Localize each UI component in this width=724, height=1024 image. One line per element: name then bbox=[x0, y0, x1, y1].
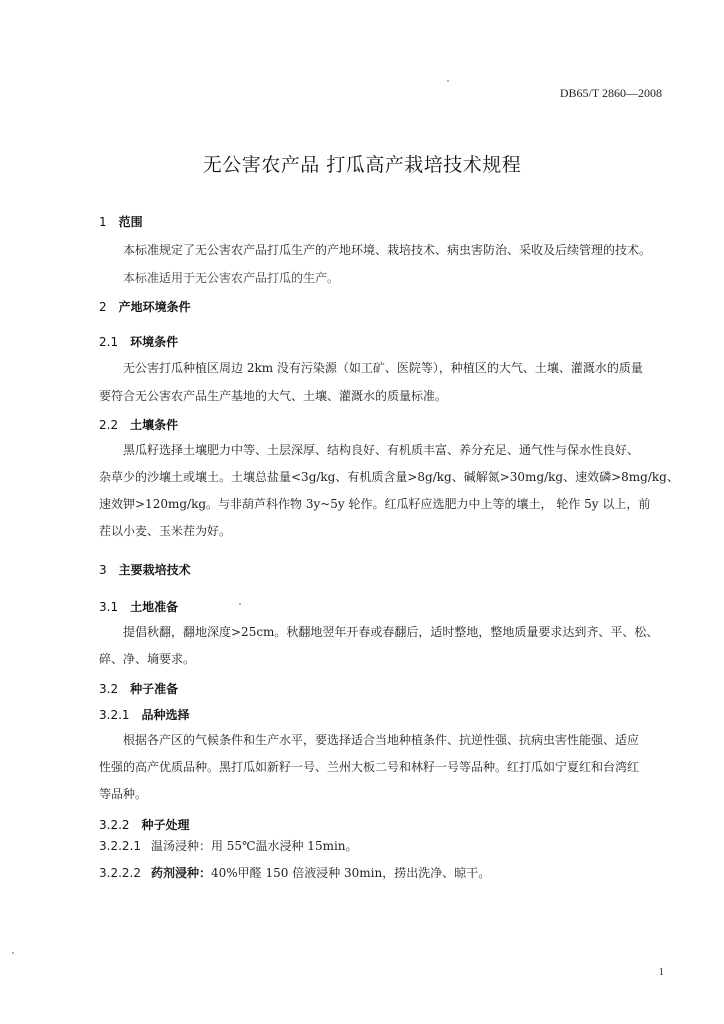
paragraph-line: 提倡秋翻，翻地深度>25cm。秋翻地翌年开春或春翻后，适时整地，整地质量要求达到齐、平、松、 bbox=[123, 625, 659, 639]
clause-text: 40%甲醛 150 倍液浸种 30min，捞出洗净、晾干。 bbox=[211, 866, 491, 880]
section-1-heading bbox=[99, 213, 143, 230]
section-number: 3.2 bbox=[99, 682, 119, 696]
paragraph-line: 杂草少的沙壤土或壤土。土壤总盐量<3g/kg、有机质含量>8g/kg、碱解氮>30mg/kg、速效磷>8mg/kg、 bbox=[99, 470, 679, 484]
clause-3-2-2-2 bbox=[99, 859, 662, 887]
section-title: 主要栽培技术 bbox=[118, 563, 191, 577]
paragraph-line: 性强的高产优质品种。黑打瓜如新籽一号、兰州大板二号和林籽一号等品种。红打瓜如宁夏红和台湾红 bbox=[99, 760, 640, 774]
section-number: 2.2 bbox=[99, 418, 119, 432]
clause-text: 温汤浸种：用 55℃温水浸种 15min。 bbox=[150, 839, 358, 853]
clause-number: 3.2.2.1 bbox=[99, 839, 141, 853]
section-title: 土地准备 bbox=[130, 600, 179, 614]
clause-label: 药剂浸种： bbox=[150, 866, 211, 880]
section-3-2-heading bbox=[99, 680, 178, 697]
section-title: 种子处理 bbox=[141, 818, 190, 832]
paragraph-line: 要符合无公害农产品生产基地的大气、土壤、灌溉水的质量标准。 bbox=[99, 389, 448, 403]
clause-number: 3.2.2.2 bbox=[99, 866, 141, 880]
paragraph: 本标准规定了无公害农产品打瓜生产的产地环境、栽培技术、病虫害防治、采收及后续管理的技术。 bbox=[123, 243, 652, 257]
scan-speck bbox=[239, 603, 241, 605]
paragraph-line: 碎、净、墒要求。 bbox=[99, 652, 196, 666]
clause-3-2-2-1 bbox=[99, 832, 662, 860]
section-number: 1 bbox=[99, 215, 107, 229]
standard-code: DB65/T 2860—2008 bbox=[559, 86, 662, 100]
paragraph-line: 无公害打瓜种植区周边 2km 没有污染源（如工矿、医院等），种植区的大气、土壤、灌溉水的质量 bbox=[123, 361, 643, 375]
section-title: 环境条件 bbox=[130, 335, 179, 349]
section-2-1-heading bbox=[99, 333, 178, 350]
paragraph: 本标准适用于无公害农产品打瓜的生产。 bbox=[123, 271, 340, 285]
section-number: 2 bbox=[99, 300, 107, 314]
paragraph-line: 茬以小麦、玉米茬为好。 bbox=[99, 524, 232, 538]
section-title: 范围 bbox=[118, 215, 143, 229]
section-number: 3 bbox=[99, 563, 107, 577]
section-3-1-heading bbox=[99, 598, 178, 615]
scan-speck bbox=[447, 80, 449, 82]
section-3-heading bbox=[99, 561, 191, 578]
paragraph-line: 根据各产区的气候条件和生产水平，要选择适合当地种植条件、抗逆性强、抗病虫害性能强、适应 bbox=[123, 733, 640, 747]
section-title: 产地环境条件 bbox=[118, 300, 191, 314]
section-title: 土壤条件 bbox=[130, 418, 179, 432]
section-3-2-1-heading bbox=[99, 706, 190, 723]
section-2-2-heading bbox=[99, 416, 178, 433]
section-number: 2.1 bbox=[99, 335, 119, 349]
paragraph-line: 黑瓜籽选择土壤肥力中等、土层深厚、结构良好、有机质丰富、养分充足、通气性与保水性良好、 bbox=[123, 443, 640, 457]
section-number: 3.1 bbox=[99, 600, 119, 614]
section-3-2-2-heading bbox=[99, 816, 190, 833]
document-title: 无公害农产品 打瓜高产栽培技术规程 bbox=[202, 154, 522, 176]
section-title: 品种选择 bbox=[141, 708, 190, 722]
section-number: 3.2.2 bbox=[99, 818, 130, 832]
paragraph-line: 速效钾>120mg/kg。与非葫芦科作物 3y~5y 轮作。红瓜籽应选肥力中上等的壤土， 轮作 5y 以上，前 bbox=[99, 497, 651, 511]
section-title: 种子准备 bbox=[130, 682, 179, 696]
scan-speck bbox=[12, 952, 14, 954]
section-2-heading bbox=[99, 298, 191, 315]
page-number: 1 bbox=[658, 966, 664, 978]
paragraph-line: 等品种。 bbox=[99, 787, 148, 801]
section-number: 3.2.1 bbox=[99, 708, 130, 722]
